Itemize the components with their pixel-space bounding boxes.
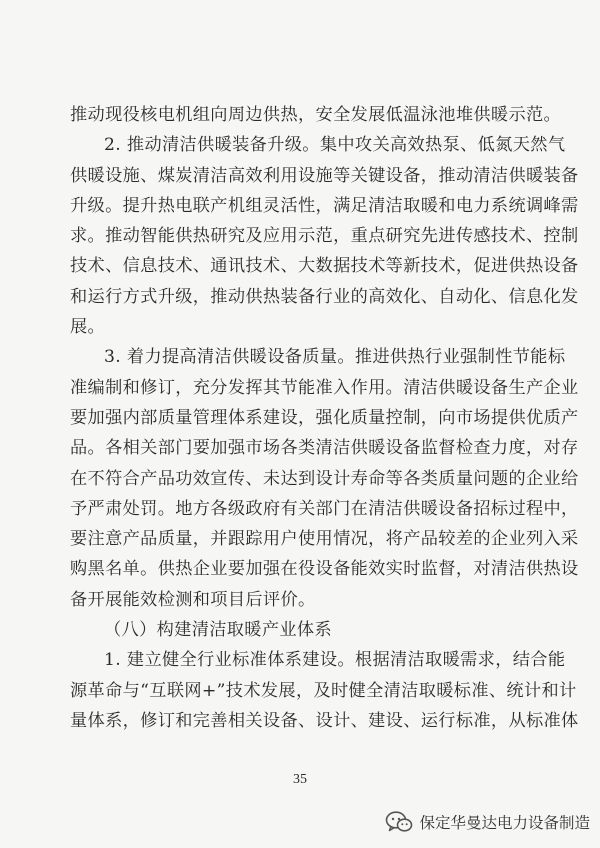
- text-line: 量体系，修订和完善相关设备、设计、建设、运行标准，从标准体: [70, 710, 579, 731]
- watermark: [385, 808, 590, 836]
- text-line: 推动现役核电机组向周边供热，安全发展低温泳池堆供暖示范。: [70, 105, 562, 125]
- text-line: 准编制和修订，充分发挥其节能准入作用。清洁供暖设备生产企业: [70, 377, 579, 398]
- text-line: 备开展能效检测和项目后评价。: [70, 589, 316, 610]
- wechat-icon: [385, 810, 413, 834]
- body-text: [70, 100, 579, 736]
- text-line: 供暖设施、煤炭清洁高效利用设施等关键设备，推动清洁供暖装备: [70, 165, 579, 186]
- text-line: 予严肃处罚。地方各级政府有关部门在清洁供暖设备招标过程中，: [70, 498, 579, 519]
- text-line: 购黑名单。供热企业要加强在役设备能效实时监督，对清洁供热设: [70, 559, 579, 580]
- text-line: 源革命与“互联网+”技术发展，及时健全清洁取暖标准、统计和计: [70, 680, 577, 701]
- text-line: 要注意产品质量，并跟踪用户使用情况，将产品较差的企业列入采: [70, 529, 579, 550]
- text-line: 3. 着力提高清洁供暖设备质量。推进供热行业强制性节能标: [104, 347, 566, 368]
- text-line: 2. 推动清洁供暖装备升级。集中攻关高效热泵、低氮天然气: [104, 135, 566, 156]
- text-line: 求。推动智能供热研究及应用示范，重点研究先进传感技术、控制: [70, 226, 579, 247]
- text-line: 展。: [70, 317, 106, 338]
- text-line: 技术、信息技术、通讯技术、大数据技术等新技术，促进供热设备: [70, 256, 579, 277]
- text-line: 1. 建立健全行业标准体系建设。根据清洁取暖需求，结合能: [104, 650, 566, 671]
- text-line: 品。各相关部门要加强市场各类清洁供暖设备监督检查力度，对存: [70, 438, 579, 459]
- section-heading: （八）构建清洁取暖产业体系: [104, 620, 332, 641]
- text-line: 和运行方式升级，推动供热装备行业的高效化、自动化、信息化发: [70, 286, 579, 307]
- watermark-text: 保定华曼达电力设备制造: [419, 814, 590, 832]
- text-line: 在不符合产品功效宣传、未达到设计寿命等各类质量问题的企业给: [70, 468, 579, 489]
- page-number: 35: [293, 772, 307, 787]
- text-line: 升级。提升热电联产机组灵活性，满足清洁取暖和电力系统调峰需: [70, 195, 579, 216]
- text-line: 要加强内部质量管理体系建设，强化质量控制，向市场提供优质产: [70, 407, 579, 428]
